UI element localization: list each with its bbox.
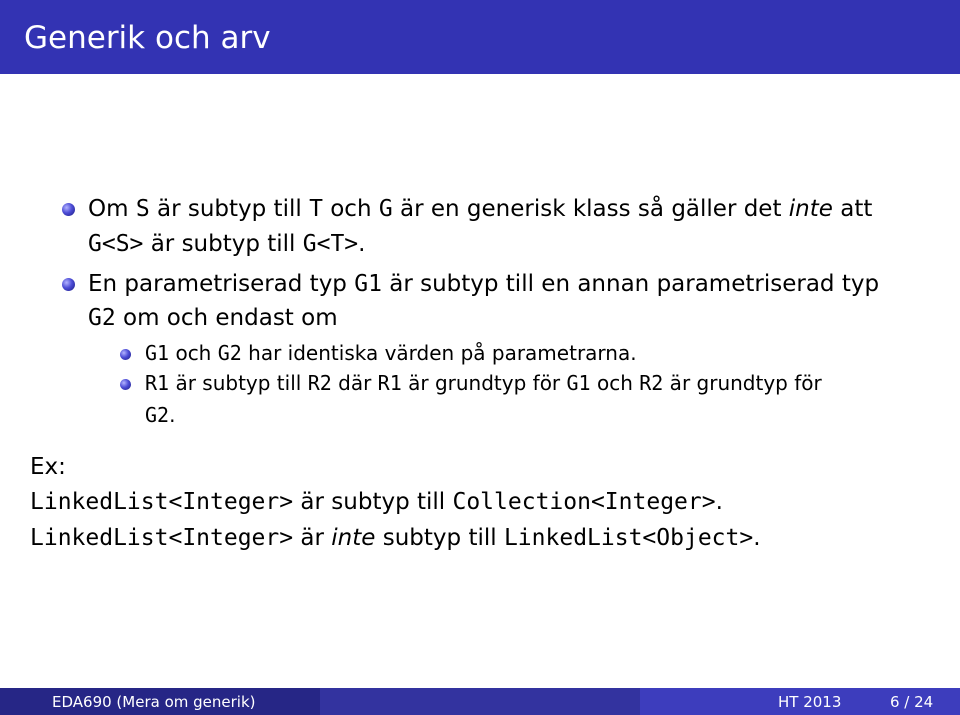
footer-right-section [640, 688, 960, 715]
emphasis-text: inte [331, 525, 376, 551]
code-token: G2 [145, 403, 170, 427]
code-token: G1 [354, 271, 382, 297]
sub-bullet-1-line-1: G1 och G2 har identiska värden på parametrarna. [145, 341, 637, 365]
code-token: G [378, 196, 393, 222]
sub-bullet-2-line-1: R1 är subtyp till R2 där R1 är grundtyp för G1 och R2 är grundtyp för [145, 371, 822, 395]
code-token: LinkedList<Object> [503, 525, 754, 551]
bullet-2-line-1: En parametriserad typ G1 är subtyp till en annan parametriserad typ [88, 271, 880, 297]
bullet-1-line-1: Om S är subtyp till T och G är en generisk klass så gäller det inte att [88, 196, 873, 222]
code-token: T [309, 196, 323, 222]
footer-date: HT 2013 [778, 693, 842, 711]
code-token: LinkedList<Integer> [30, 489, 294, 515]
footer-middle-section [320, 688, 640, 715]
bullet-2-line-2: G2 om och endast om [88, 305, 338, 331]
example-label: Ex: [30, 454, 66, 480]
code-token: G<S> [88, 231, 144, 257]
code-token: R1 [377, 371, 402, 395]
footer-course: EDA690 (Mera om generik) [52, 693, 256, 711]
footer-bar [0, 688, 960, 715]
code-token: G2 [88, 305, 116, 331]
example-line-2: LinkedList<Integer> är inte subtyp till LinkedList<Object>. [30, 525, 761, 551]
footer-left-section [0, 688, 320, 715]
sub-bullet-ball-icon [120, 349, 131, 360]
sub-bullet-2-line-2: G2. [145, 403, 176, 427]
example-line-1: LinkedList<Integer> är subtyp till Collection<Integer>. [30, 489, 723, 515]
footer-page-number: 6 / 24 [890, 693, 934, 711]
code-token: LinkedList<Integer> [30, 525, 294, 551]
code-token: G2 [217, 341, 242, 365]
slide-title: Generik och arv [24, 20, 271, 56]
code-token: Collection<Integer> [452, 489, 716, 515]
code-token: S [135, 196, 150, 222]
bullet-1-line-2: G<S> är subtyp till G<T>. [88, 231, 366, 257]
sub-bullet-ball-icon [120, 379, 131, 390]
code-token: G<T> [302, 231, 359, 257]
code-token: R2 [307, 371, 332, 395]
title-bar [0, 0, 960, 74]
code-token: G1 [145, 341, 170, 365]
emphasis-text: inte [788, 196, 833, 222]
bullet-ball-icon [62, 203, 75, 216]
code-token: R2 [639, 371, 664, 395]
bullet-ball-icon [62, 278, 75, 291]
code-token: G1 [566, 371, 591, 395]
code-token: R1 [145, 371, 170, 395]
